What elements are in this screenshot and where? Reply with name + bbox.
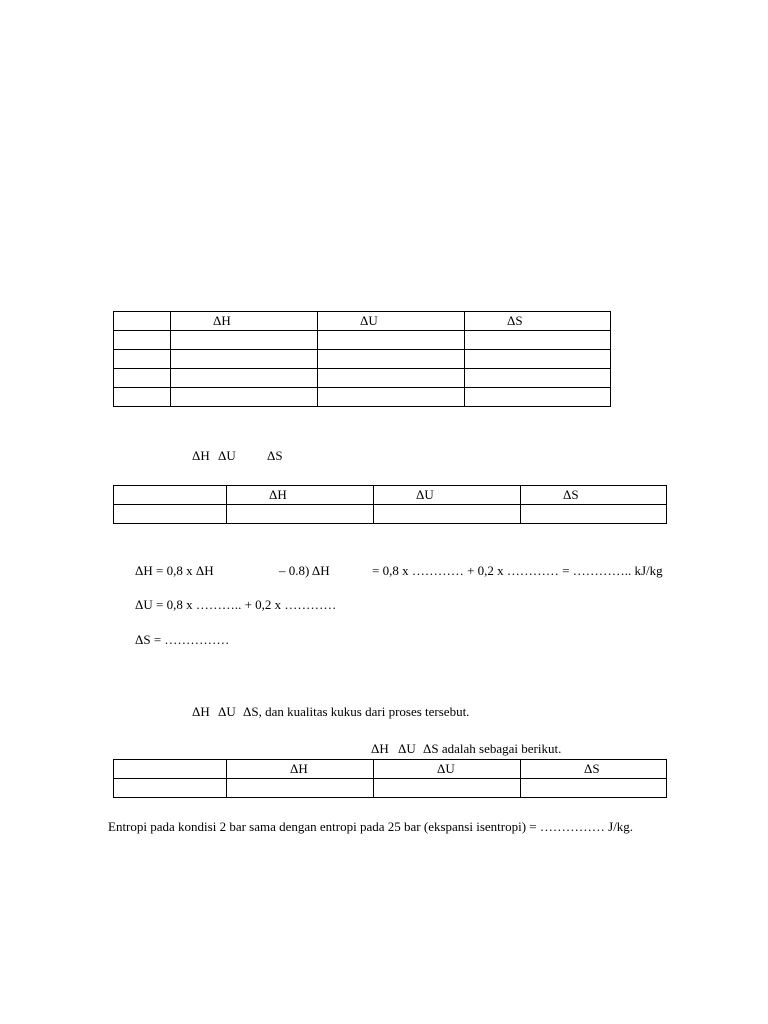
question-text: ΔS, dan kualitas kukus dari proses tersebut. [243, 704, 470, 719]
table-cell [521, 779, 667, 798]
table-3-header-dh: ΔH [227, 760, 374, 779]
table-2-header-dh: ΔH [227, 486, 374, 505]
table-2-header-du: ΔU [374, 486, 521, 505]
table-2-header-ds: ΔS [521, 486, 667, 505]
table-cell [318, 369, 465, 388]
table-1-header-cell [114, 312, 171, 331]
table-row [114, 350, 611, 369]
symbol-dh: ΔH [371, 741, 389, 756]
table-cell [374, 779, 521, 798]
table-cell [114, 779, 227, 798]
table-3-header-cell [114, 760, 227, 779]
symbol-dh: ΔH [192, 704, 210, 719]
table-3-header-row [114, 760, 667, 779]
table-cell [465, 388, 611, 407]
table-cell [227, 779, 374, 798]
table-cell [374, 505, 521, 524]
answer-intro-text: ΔS adalah sebagai berikut. [423, 741, 562, 756]
table-cell [171, 350, 318, 369]
table-3-header-ds: ΔS [521, 760, 667, 779]
symbol-du: ΔU [398, 741, 416, 756]
symbol-dh: ΔH [192, 448, 210, 463]
table-1-header-du: ΔU [318, 312, 465, 331]
table-cell [465, 369, 611, 388]
table-1 [113, 311, 611, 407]
equation-dh-right: = 0,8 x ………… + 0,2 x ………… = ………….. kJ/kg [372, 563, 663, 578]
table-row [114, 388, 611, 407]
equation-dh-left: ΔH = 0,8 x ΔH [135, 563, 214, 578]
table-2-header-row [114, 486, 667, 505]
table-cell [318, 331, 465, 350]
symbol-ds: ΔS [267, 448, 283, 463]
table-row [114, 779, 667, 798]
equation-du: ΔU = 0,8 x ……….. + 0,2 x ………… [135, 597, 337, 612]
equation-ds: ΔS = …………… [135, 632, 230, 647]
table-cell [465, 350, 611, 369]
table-cell [171, 388, 318, 407]
table-cell [318, 350, 465, 369]
table-row [114, 369, 611, 388]
entropy-statement: Entropi pada kondisi 2 bar sama dengan entropi pada 25 bar (ekspansi isentropi) = …………… J/kg. [108, 819, 634, 834]
table-row [114, 331, 611, 350]
table-2-header-cell [114, 486, 227, 505]
table-2 [113, 485, 667, 524]
symbol-du: ΔU [218, 704, 236, 719]
table-1-header-row [114, 312, 611, 331]
symbol-du: ΔU [218, 448, 236, 463]
equation-dh-mid: – 0.8) ΔH [279, 563, 330, 578]
table-cell [227, 505, 374, 524]
table-cell [521, 505, 667, 524]
table-cell [114, 369, 171, 388]
table-row [114, 505, 667, 524]
table-cell [114, 331, 171, 350]
table-cell [171, 369, 318, 388]
table-3-header-du: ΔU [374, 760, 521, 779]
table-cell [171, 331, 318, 350]
table-cell [114, 388, 171, 407]
table-cell [114, 350, 171, 369]
table-1-header-ds: ΔS [465, 312, 611, 331]
table-1-header-dh: ΔH [171, 312, 318, 331]
table-3 [113, 759, 667, 798]
table-cell [318, 388, 465, 407]
table-cell [114, 505, 227, 524]
table-cell [465, 331, 611, 350]
